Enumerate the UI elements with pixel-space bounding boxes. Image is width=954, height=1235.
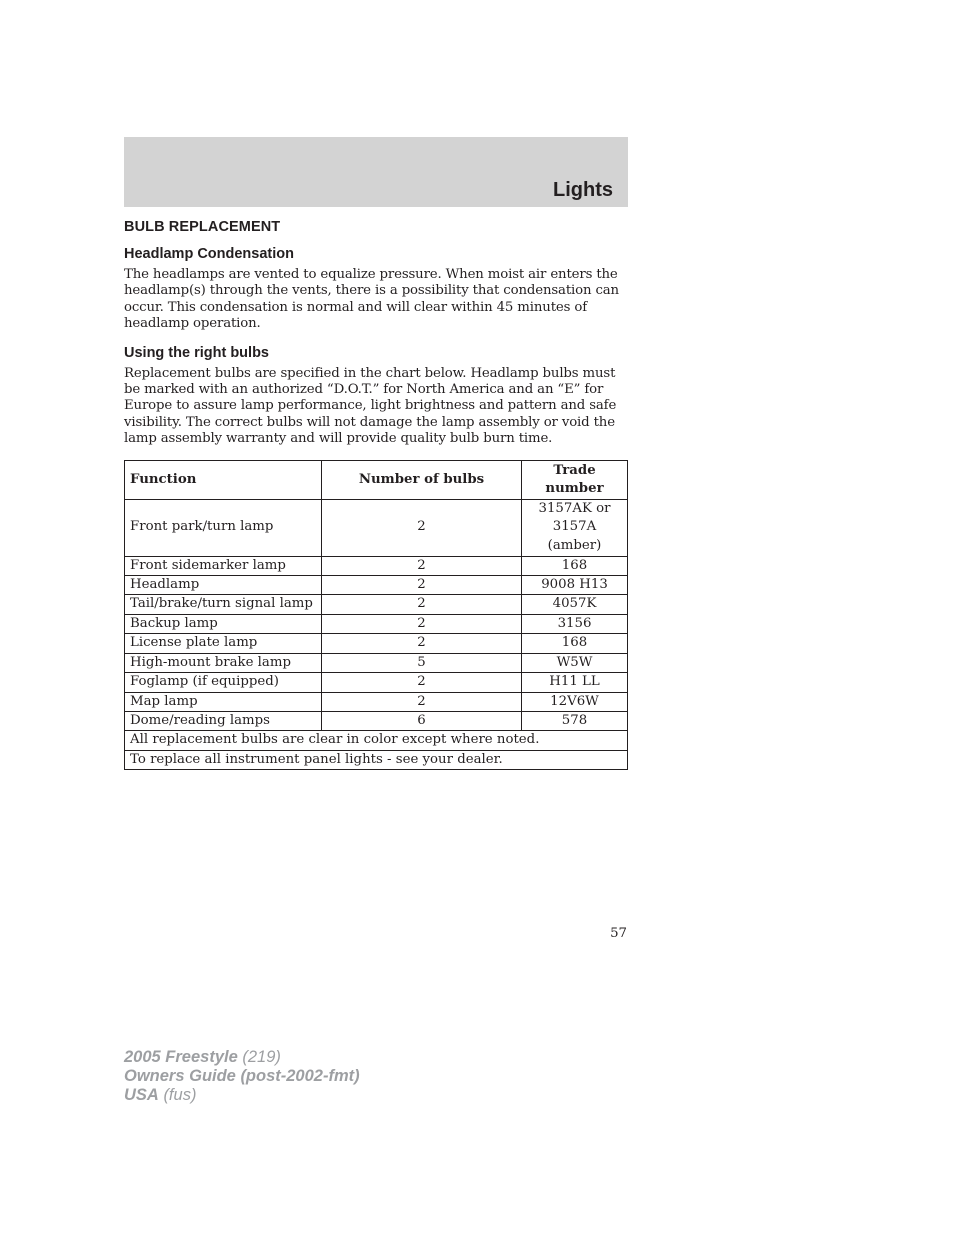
table-row	[125, 614, 628, 633]
column-header-trade-number: Trade number	[522, 460, 628, 499]
table-row	[125, 711, 628, 730]
footer-line-market	[124, 1086, 360, 1105]
cell-number-of-bulbs: 2	[322, 634, 522, 653]
footer-line-guide	[124, 1067, 360, 1086]
cell-trade-number: 578	[522, 711, 628, 730]
cell-trade-number: 3157AK or 3157A (amber)	[522, 499, 628, 556]
page-content	[124, 219, 628, 770]
table-note-row	[125, 750, 628, 769]
cell-number-of-bulbs: 2	[322, 499, 522, 556]
footer-market-name: USA	[124, 1086, 159, 1104]
cell-function: Headlamp	[125, 576, 322, 595]
cell-trade-number: 168	[522, 634, 628, 653]
table-row	[125, 556, 628, 575]
cell-function: License plate lamp	[125, 634, 322, 653]
cell-trade-number: 9008 H13	[522, 576, 628, 595]
table-row	[125, 653, 628, 672]
subsection-heading-condensation: Headlamp Condensation	[124, 246, 294, 262]
cell-trade-number: 168	[522, 556, 628, 575]
subsection-heading-right-bulbs: Using the right bulbs	[124, 344, 269, 361]
cell-function: Tail/brake/turn signal lamp	[125, 595, 322, 614]
footer-market-code: (fus)	[163, 1086, 197, 1104]
table-note-clear-bulbs: All replacement bulbs are clear in color except where noted.	[125, 731, 628, 750]
cell-trade-number: W5W	[522, 653, 628, 672]
cell-function: Front park/turn lamp	[125, 499, 322, 556]
cell-number-of-bulbs: 6	[322, 711, 522, 730]
cell-number-of-bulbs: 2	[322, 576, 522, 595]
chapter-header-band	[124, 137, 628, 207]
cell-function: Front sidemarker lamp	[125, 556, 322, 575]
table-note-instrument-panel: To replace all instrument panel lights - see your dealer.	[125, 750, 628, 769]
column-header-number-of-bulbs: Number of bulbs	[322, 460, 522, 499]
footer-guide-name: Owners Guide (post-2002-fmt)	[124, 1067, 360, 1085]
bulb-specification-table	[124, 460, 628, 770]
table-row	[125, 576, 628, 595]
section-heading: BULB REPLACEMENT	[124, 219, 281, 235]
cell-number-of-bulbs: 5	[322, 653, 522, 672]
cell-number-of-bulbs: 2	[322, 673, 522, 692]
table-header-row	[125, 460, 628, 499]
cell-trade-number: 12V6W	[522, 692, 628, 711]
cell-number-of-bulbs: 2	[322, 692, 522, 711]
paragraph-condensation: The headlamps are vented to equalize pressure. When moist air enters the headlamp(s) through the vents, there is a possibility that condensation can occur. This condensation is normal and will clear within 45 minutes of headlamp operation.	[124, 267, 619, 332]
document-footer	[124, 1048, 360, 1105]
chapter-title: Lights	[553, 179, 613, 201]
table-row	[125, 595, 628, 614]
cell-function: Dome/reading lamps	[125, 711, 322, 730]
cell-number-of-bulbs: 2	[322, 614, 522, 633]
cell-trade-number: H11 LL	[522, 673, 628, 692]
table-row	[125, 692, 628, 711]
page-number: 57	[610, 926, 627, 941]
cell-number-of-bulbs: 2	[322, 556, 522, 575]
footer-line-model	[124, 1048, 360, 1067]
cell-function: Backup lamp	[125, 614, 322, 633]
paragraph-right-bulbs: Replacement bulbs are specified in the chart below. Headlamp bulbs must be marked with an authorized “D.O.T.” for North America and an “E” for Europe to assure lamp performance, light brightness and pattern and safe visibility. The correct bulbs will not damage the lamp assembly or void the lamp assembly warranty and will provide quality bulb burn time.	[124, 365, 617, 447]
table-row	[125, 673, 628, 692]
table-row	[125, 499, 628, 556]
cell-function: Foglamp (if equipped)	[125, 673, 322, 692]
cell-number-of-bulbs: 2	[322, 595, 522, 614]
footer-model-code: (219)	[242, 1048, 281, 1066]
table-row	[125, 634, 628, 653]
cell-function: Map lamp	[125, 692, 322, 711]
column-header-function: Function	[125, 460, 322, 499]
cell-trade-number: 3156	[522, 614, 628, 633]
footer-model-name: 2005 Freestyle	[124, 1048, 238, 1066]
cell-trade-number: 4057K	[522, 595, 628, 614]
cell-function: High-mount brake lamp	[125, 653, 322, 672]
table-note-row	[125, 731, 628, 750]
